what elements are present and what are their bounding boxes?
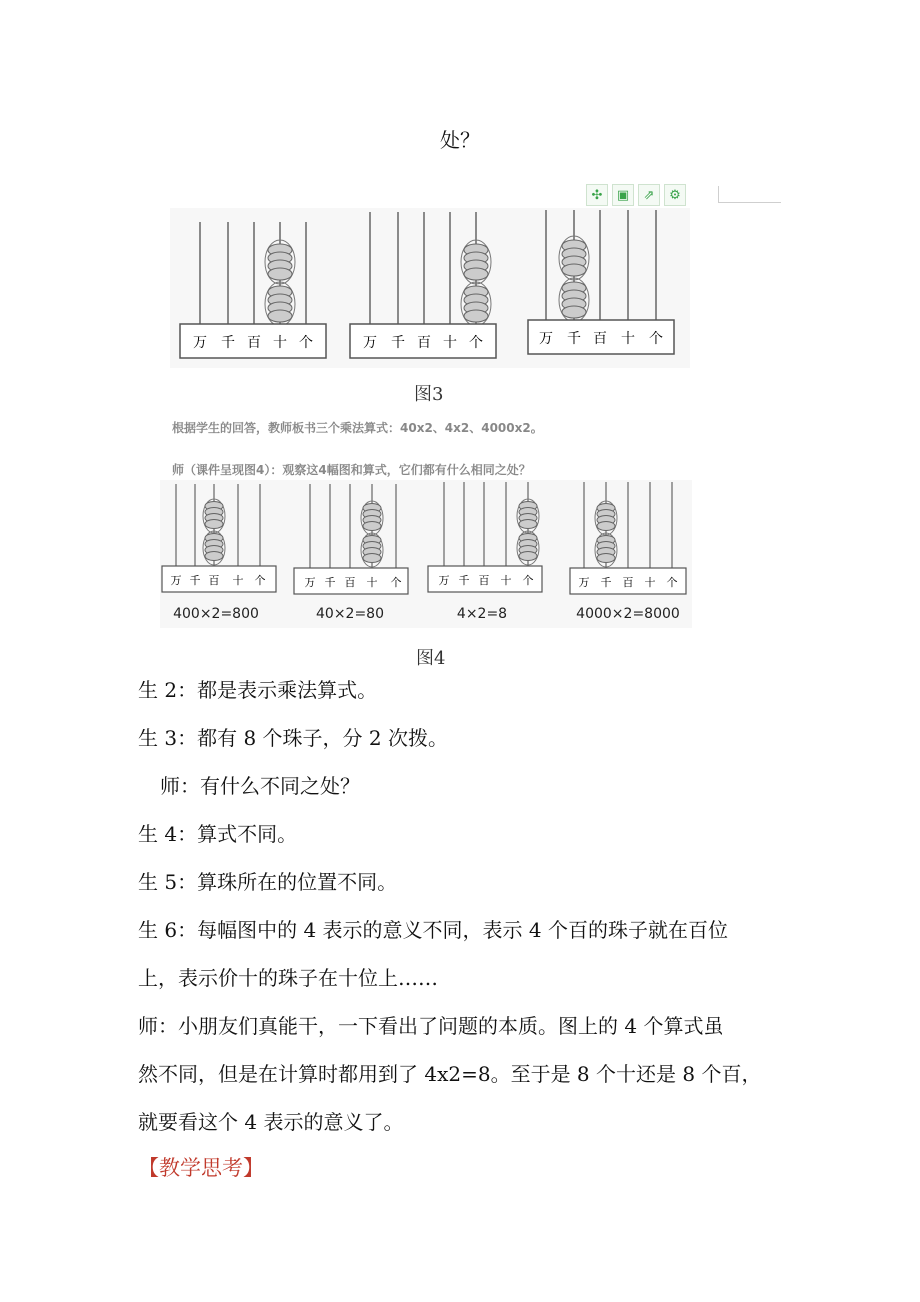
svg-text:百: 百 [593,331,607,347]
svg-text:十: 十 [621,331,635,347]
svg-text:千: 千 [189,574,201,587]
paragraph-line: 生 3：都有 8 个珠子，分 2 次拨。 [138,726,448,750]
svg-text:个: 个 [390,576,402,589]
svg-text:百: 百 [478,574,490,587]
svg-text:千: 千 [458,574,470,587]
expand-icon[interactable]: ✣ [586,184,608,206]
svg-text:个: 个 [649,331,663,347]
save-icon[interactable]: ▣ [612,184,634,206]
svg-text:十: 十 [232,574,244,587]
svg-text:万: 万 [539,331,553,347]
svg-text:百: 百 [344,576,356,589]
svg-text:千: 千 [600,576,612,589]
share-icon[interactable]: ⇗ [638,184,660,206]
image-corner-mark [718,186,781,203]
svg-text:个: 个 [254,574,266,587]
paragraph-line: 上，表示价十的珠子在十位上…… [138,966,438,990]
equation-label: 40×2=80 [316,606,384,622]
svg-text:万: 万 [170,574,182,587]
paragraph-line: 然不同，但是在计算时都用到了 4x2=8。至于是 8 个十还是 8 个百， [138,1062,762,1086]
paragraph-line: 生 5：算珠所在的位置不同。 [138,870,398,894]
svg-text:十: 十 [366,576,378,589]
figure-3-image [170,208,690,368]
figure-4-image [160,480,692,628]
svg-text:万: 万 [578,576,590,589]
figure-3-caption: 图3 [414,384,444,405]
paragraph-line: 生 2：都是表示乘法算式。 [138,678,378,702]
section-heading-teaching-reflection: 【教学思考】 [138,1156,264,1180]
paragraph-line: 生 4：算式不同。 [138,822,298,846]
svg-text:百: 百 [208,574,220,587]
svg-text:千: 千 [221,335,235,351]
svg-text:百: 百 [417,335,431,351]
svg-text:千: 千 [567,331,581,347]
figure-4-caption: 图4 [416,648,446,669]
svg-text:个: 个 [666,576,678,589]
gear-icon[interactable]: ⚙ [664,184,686,206]
svg-text:个: 个 [522,574,534,587]
continued-question-tail: 处？ [440,128,480,152]
svg-text:个: 个 [299,335,313,351]
svg-text:万: 万 [304,576,316,589]
svg-text:千: 千 [324,576,336,589]
svg-text:万: 万 [438,574,450,587]
svg-text:十: 十 [500,574,512,587]
svg-text:万: 万 [193,335,207,351]
equation-label: 400×2=800 [173,606,259,622]
paragraph-line: 师：有什么不同之处？ [160,774,360,798]
equation-label: 4×2=8 [456,606,508,622]
svg-text:十: 十 [443,335,457,351]
equation-label: 4000×2=8000 [576,606,680,622]
svg-text:千: 千 [391,335,405,351]
paragraph-line: 就要看这个 4 表示的意义了。 [138,1110,404,1134]
svg-text:百: 百 [622,576,634,589]
paragraph-line: 师：小朋友们真能干，一下看出了问题的本质。图上的 4 个算式虽 [138,1014,724,1038]
board-note: 根据学生的回答，教师板书三个乘法算式：40x2、4x2、4000x2。 [172,421,543,435]
svg-text:十: 十 [644,576,656,589]
svg-text:百: 百 [247,335,261,351]
svg-text:万: 万 [363,335,377,351]
paragraph-line: 生 6：每幅图中的 4 表示的意义不同，表示 4 个百的珠子就在百位 [138,918,728,942]
svg-text:十: 十 [273,335,287,351]
svg-text:个: 个 [469,335,483,351]
teacher-question-note: 师（课件呈现图4）：观察这4幅图和算式，它们都有什么相同之处？ [172,463,531,477]
image-toolbar [586,184,686,206]
